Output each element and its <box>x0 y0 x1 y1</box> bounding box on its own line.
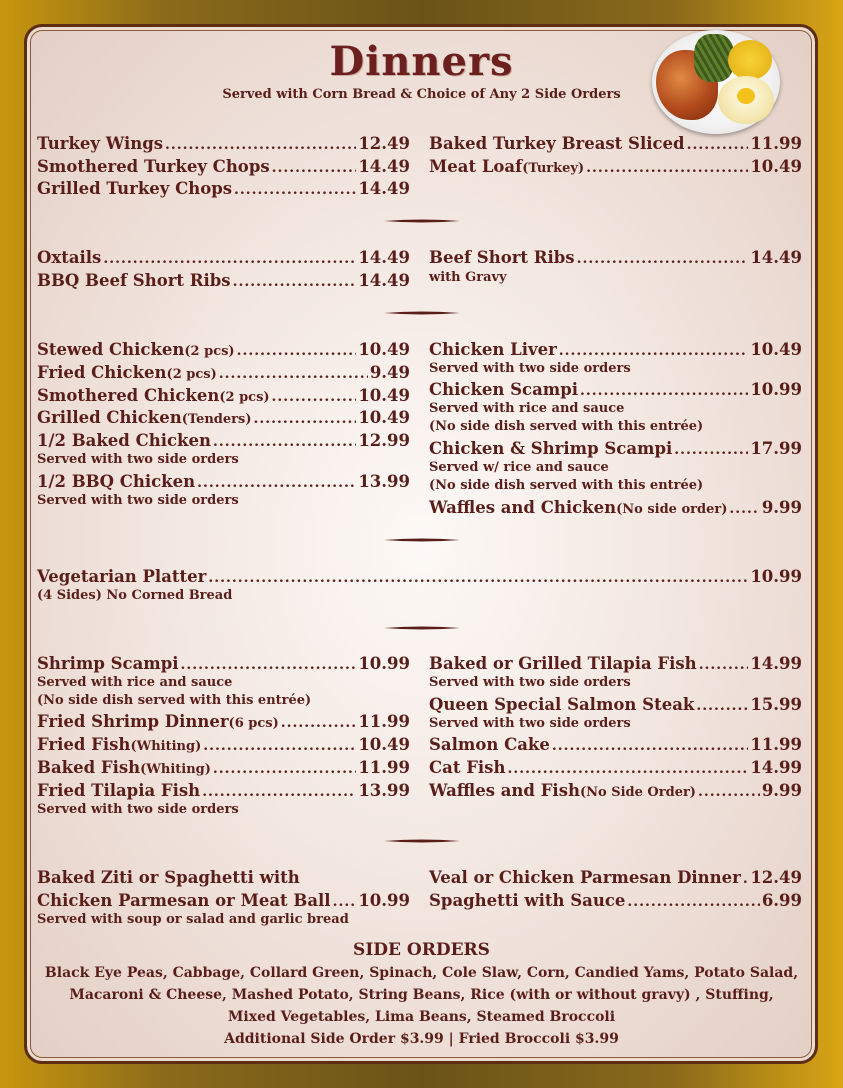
section-divider <box>384 310 460 316</box>
item-description: Served with two side orders <box>37 452 239 467</box>
item-description: with Gravy <box>429 270 507 285</box>
item-note: (No side dish served with this entrée) <box>429 478 704 493</box>
menu-item: 1/2 Baked Chicken ..... 12.99 <box>37 431 410 452</box>
menu-item: Baked or Grilled Tilapia Fish ..... 14.99 <box>429 654 802 675</box>
item-description: Served with rice and sauce <box>429 401 625 416</box>
item-description: Served with rice and sauce <box>37 675 233 690</box>
item-description: Served with two side orders <box>429 675 631 690</box>
menu-item: Salmon Cake ..... 11.99 <box>429 735 802 756</box>
menu-item: Veal or Chicken Parmesan Dinner ..... 12.49 <box>429 868 802 889</box>
menu-item: Chicken Scampi ..... 10.99 <box>429 380 802 401</box>
menu-item: Fried Chicken (2 pcs) ..... 9.49 <box>37 363 410 385</box>
menu-item: Fried Shrimp Dinner (6 pcs) ..... 11.99 <box>37 712 410 734</box>
menu-item: Smothered Turkey Chops ..... 14.49 <box>37 157 410 178</box>
menu-item: Vegetarian Platter ..... 10.99 <box>37 567 802 588</box>
menu-item: Baked Turkey Breast Sliced ..... 11.99 <box>429 134 802 155</box>
menu-item: Oxtails ..... 14.49 <box>37 248 410 269</box>
menu-item: BBQ Beef Short Ribs ..... 14.49 <box>37 271 410 292</box>
menu-item: Smothered Chicken (2 pcs) ..... 10.49 <box>37 386 410 408</box>
menu-item: Shrimp Scampi ..... 10.99 <box>37 654 410 675</box>
item-description: Served with two side orders <box>37 493 239 508</box>
dinner-plate-photo <box>652 30 780 134</box>
side-orders-pricing: Additional Side Order $3.99 | Fried Broccoli $3.99 <box>224 1031 619 1047</box>
menu-item: Queen Special Salmon Steak ..... 15.99 <box>429 695 802 716</box>
menu-item: Turkey Wings ..... 12.49 <box>37 134 410 155</box>
section-divider <box>384 625 460 631</box>
item-description: Served with two side orders <box>37 802 239 817</box>
section-divider <box>384 537 460 543</box>
menu-item: Chicken Liver ..... 10.49 <box>429 340 802 361</box>
menu-item: Fried Tilapia Fish ..... 13.99 <box>37 781 410 802</box>
item-description: Served with soup or salad and garlic bread <box>37 912 349 927</box>
menu-item: Spaghetti with Sauce ..... 6.99 <box>429 891 802 912</box>
section-divider <box>384 838 460 844</box>
menu-item: Fried Fish (Whiting) ..... 10.49 <box>37 735 410 757</box>
menu-item: Chicken & Shrimp Scampi ..... 17.99 <box>429 439 802 460</box>
menu-item: Waffles and Fish (No Side Order) ..... 9.99 <box>429 781 802 803</box>
item-note: (No side dish served with this entrée) <box>37 693 312 708</box>
page-title: Dinners <box>329 38 514 85</box>
item-description: (4 Sides) No Corned Bread <box>37 588 233 603</box>
item-description: Served with two side orders <box>429 361 631 376</box>
menu-item: Cat Fish ..... 14.99 <box>429 758 802 779</box>
item-description: Served w/ rice and sauce <box>429 460 609 475</box>
side-orders-list: Black Eye Peas, Cabbage, Collard Green, Spinach, Cole Slaw, Corn, Candied Yams, Potato Salad, <box>44 965 799 981</box>
butter-image <box>737 88 755 104</box>
menu-item: Stewed Chicken (2 pcs) ..... 10.49 <box>37 340 410 362</box>
menu-item: 1/2 BBQ Chicken ..... 13.99 <box>37 472 410 493</box>
menu-item: Baked Fish (Whiting) ..... 11.99 <box>37 758 410 780</box>
menu-item: Grilled Turkey Chops ..... 14.49 <box>37 179 410 200</box>
corn-image <box>728 40 772 80</box>
menu-item: Grilled Chicken (Tenders) ..... 10.49 <box>37 408 410 430</box>
menu-item: Chicken Parmesan or Meat Ball ..... 10.99 <box>37 891 410 912</box>
item-note: (No side dish served with this entrée) <box>429 419 704 434</box>
menu-item: Beef Short Ribs ..... 14.49 <box>429 248 802 269</box>
side-orders-list: Mixed Vegetables, Lima Beans, Steamed Broccoli <box>227 1009 616 1025</box>
item-description: Served with two side orders <box>429 716 631 731</box>
menu-item: Meat Loaf (Turkey) ..... 10.49 <box>429 157 802 179</box>
page-subtitle: Served with Corn Bread & Choice of Any 2 Side Orders <box>222 87 621 102</box>
menu-item: Waffles and Chicken (No side order) ..... 9.99 <box>429 498 802 520</box>
side-orders-list: Macaroni & Cheese, Mashed Potato, String Beans, Rice (with or without gravy) , Stuffing, <box>69 987 774 1003</box>
menu-item-line: Baked Ziti or Spaghetti with <box>37 868 300 887</box>
side-orders-heading: SIDE ORDERS <box>353 940 490 960</box>
section-divider <box>384 218 460 224</box>
